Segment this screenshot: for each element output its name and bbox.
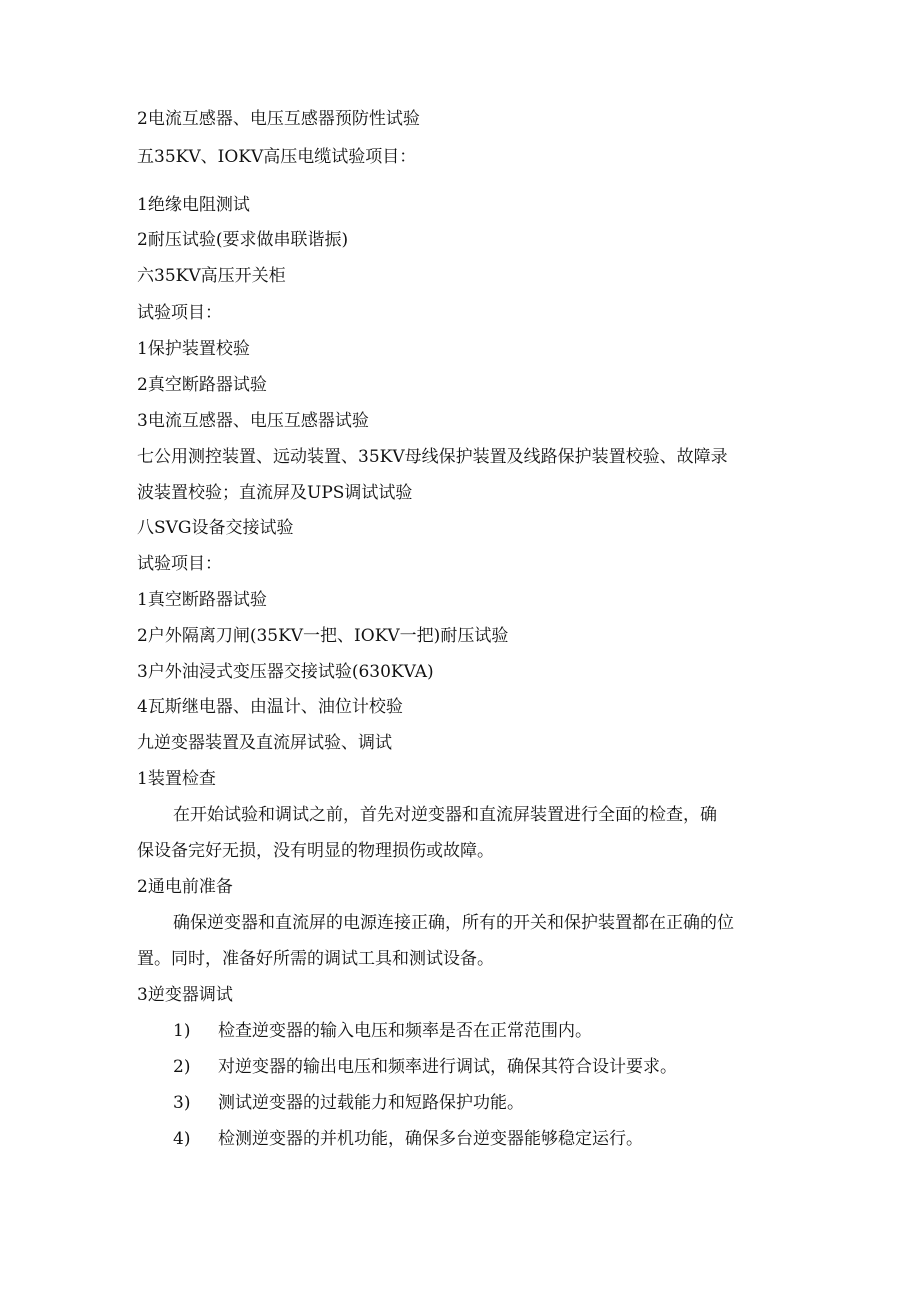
section-heading: 七公用测控装置、远动装置、35KV母线保护装置及线路保护装置校验、故障录 [137, 447, 728, 467]
section-heading: 六35KV高压开关柜 [137, 266, 286, 286]
text-line: 2耐压试验(要求做串联谐振) [137, 230, 349, 250]
text-line: 3户外油浸式变压器交接试验(630KVA) [137, 662, 434, 682]
list-item-text: 对逆变器的输出电压和频率进行调试，确保其符合设计要求。 [218, 1057, 677, 1077]
section-heading: 五35KV、IOKV高压电缆试验项目： [137, 147, 417, 167]
text-line: 试验项目： [137, 554, 222, 574]
text-line: 3电流互感器、电压互感器试验 [137, 411, 369, 431]
text-line: 2电流互感器、电压互感器预防性试验 [137, 109, 420, 129]
text-line: 2户外隔离刀闸(35KV一把、IOKV一把)耐压试验 [137, 626, 509, 646]
text-line: 1真空断路器试验 [137, 590, 267, 610]
section-heading: 八SVG设备交接试验 [137, 518, 294, 538]
subsection-heading: 3逆变器调试 [137, 985, 233, 1005]
paragraph-line: 保设备完好无损，没有明显的物理损伤或故障。 [137, 841, 494, 861]
list-item-text: 检测逆变器的并机功能，确保多台逆变器能够稳定运行。 [218, 1129, 643, 1149]
list-item [173, 1020, 773, 1042]
list-item-text: 检查逆变器的输入电压和频率是否在正常范围内。 [218, 1021, 592, 1041]
paragraph-line: 在开始试验和调试之前，首先对逆变器和直流屏装置进行全面的检查，确 [173, 805, 717, 825]
text-line: 1绝缘电阻测试 [137, 195, 250, 215]
text-line: 试验项目： [137, 303, 222, 323]
text-line: 2真空断路器试验 [137, 375, 267, 395]
list-item [173, 1128, 773, 1150]
list-item [173, 1092, 773, 1114]
subsection-heading: 2通电前准备 [137, 877, 233, 897]
subsection-heading: 1装置检查 [137, 769, 216, 789]
list-item-number: 4) [173, 1129, 191, 1149]
paragraph-line: 确保逆变器和直流屏的电源连接正确，所有的开关和保护装置都在正确的位 [173, 913, 734, 933]
list-item [173, 1056, 773, 1078]
list-item-text: 测试逆变器的过载能力和短路保护功能。 [218, 1093, 524, 1113]
list-item-number: 3) [173, 1093, 191, 1113]
list-item-number: 1) [173, 1021, 191, 1041]
text-line: 波装置校验；直流屏及UPS调试试验 [137, 483, 413, 503]
text-line: 1保护装置校验 [137, 339, 250, 359]
list-item-number: 2) [173, 1057, 191, 1077]
text-line: 4瓦斯继电器、由温计、油位计校验 [137, 697, 403, 717]
paragraph-line: 置。同时，准备好所需的调试工具和测试设备。 [137, 949, 494, 969]
section-heading: 九逆变器装置及直流屏试验、调试 [137, 733, 392, 753]
